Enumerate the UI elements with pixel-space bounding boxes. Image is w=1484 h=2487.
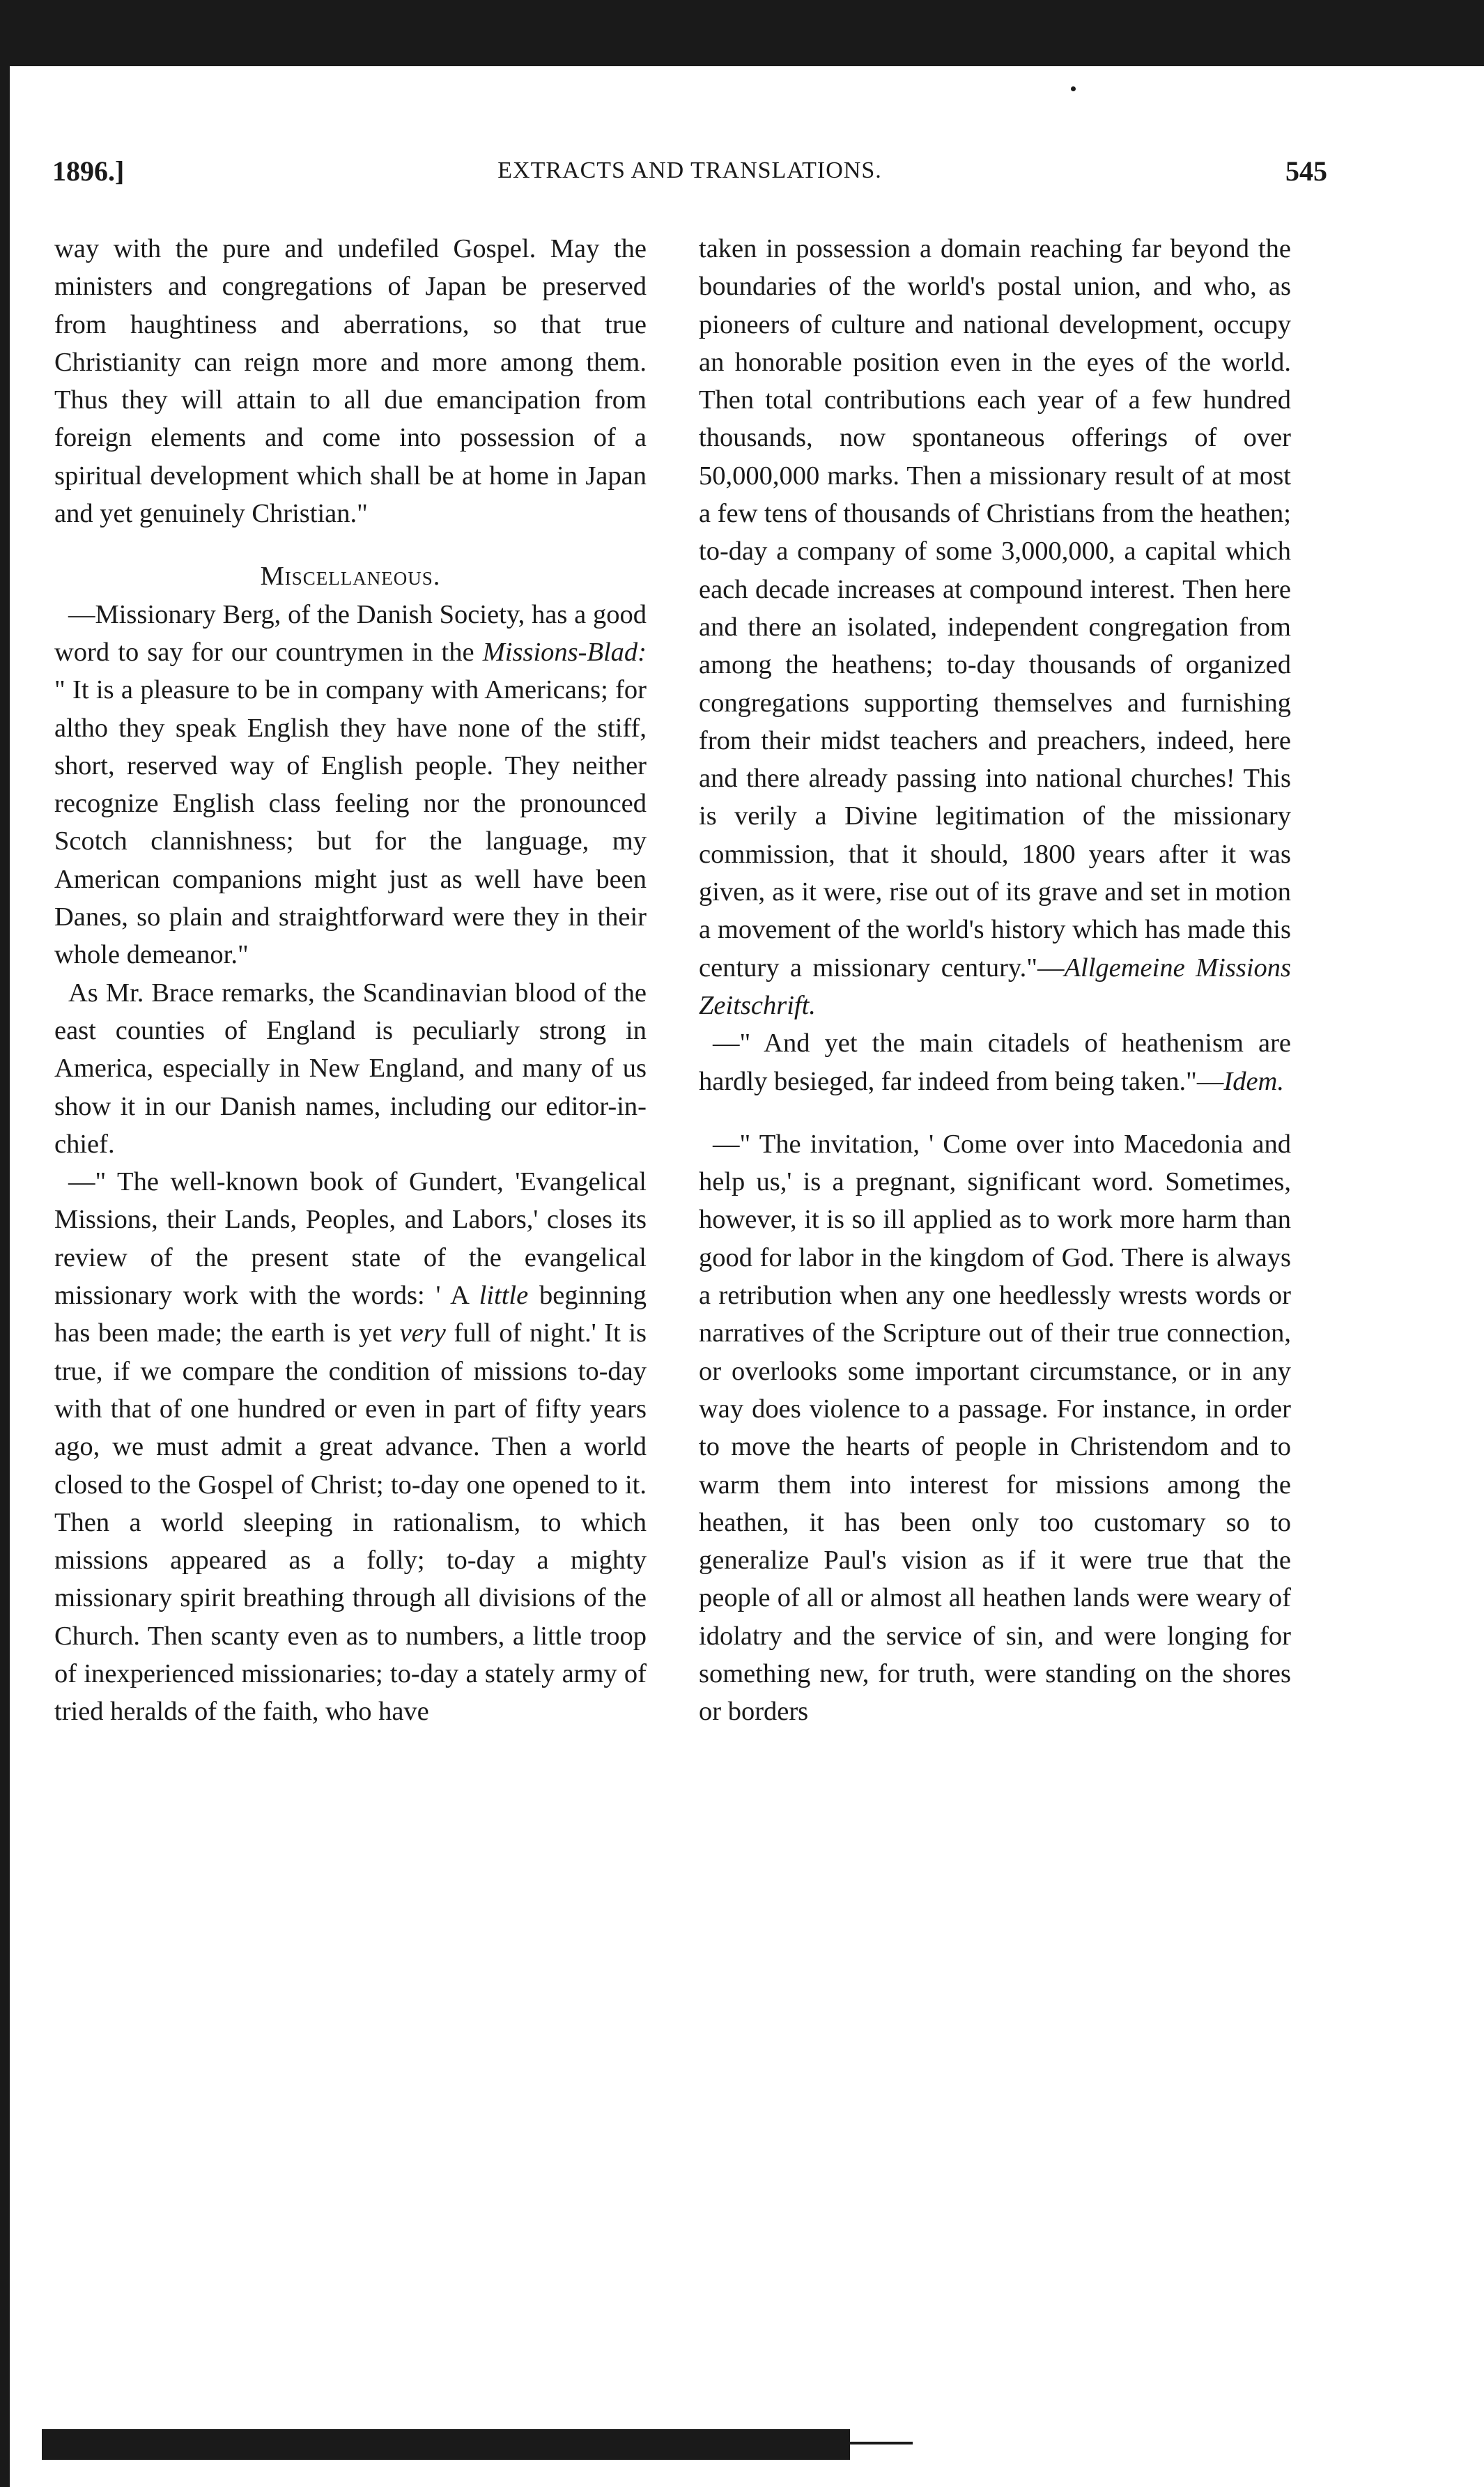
running-header bbox=[52, 155, 1327, 194]
gundert-part-a: —" The well-known book of Gundert, 'Evangelical Missions, their Lands, Peoples, and Labors,' closes its review of the present state of the evangelical missionary work with the words: ' A bbox=[54, 1167, 647, 1311]
paragraph-brace-remarks: As Mr. Brace remarks, the Scandinavian blood of the east counties of England is peculiarly strong in America, especially in New England, and many of us show it in our Danish names, including our editor-in-chief. bbox=[54, 978, 647, 1159]
continued-source: Allgemeine Missions Zeitschrift. bbox=[699, 953, 1291, 1020]
scan-speck bbox=[1071, 86, 1076, 91]
header-year: 1896.] bbox=[52, 155, 125, 187]
berg-lead: —Missionary Berg, of the Danish Society, has a good word to say for our countrymen in the bbox=[54, 599, 647, 667]
scan-bottom-bar bbox=[42, 2429, 850, 2460]
berg-quote: " It is a pleasure to be in company with Americans; for altho they speak English they have none of the stiff, short, reserved way of English people. They neither recognize English class feeling nor the pronounced Scotch clannishness; but for the language, my American companions might just as well have been Danes, so plain and straightforward were they in their whole demeanor." bbox=[54, 675, 647, 970]
paragraph-gundert-continued bbox=[699, 230, 1291, 1024]
gundert-part-b: beginning has been made; the earth is yet bbox=[54, 1281, 647, 1348]
gundert-little: little bbox=[479, 1281, 529, 1311]
citadels-source: Idem. bbox=[1223, 1066, 1284, 1096]
page-number: 545 bbox=[1285, 155, 1327, 187]
paragraph-gundert bbox=[54, 1163, 647, 1730]
continued-text: taken in possession a domain reaching far beyond the boundaries of the world's postal union, and who, as pioneers of culture and national development, occupy an honorable position even in the eyes of the world. Then total contributions each year of a few hundred thousands, now spontaneous offerings of over 50,000,000 marks. Then a missionary result of at most a few tens of thousands of Christians from the heathen; to-day a company of some 3,000,000, a capital which each decade increases at compound interest. Then here and there an isolated, independent congregation from among the heathens; to-day thousands of organized congregations supporting themselves and furnishing from their midst teachers and preachers, indeed, here and there already passing into national churches! This is verily a Divine legitimation of the missionary commission, that it should, 1800 years after it was given, as it were, rise out of its grave and set in motion a movement of the world's history which has made this century a missionary century."— bbox=[699, 234, 1292, 983]
right-column bbox=[699, 230, 1291, 1731]
paragraph-citadels bbox=[699, 1024, 1291, 1100]
citadels-text: —" And yet the main citadels of heathenism are hardly besieged, far indeed from being taken."— bbox=[699, 1029, 1291, 1096]
header-title: EXTRACTS AND TRANSLATIONS. bbox=[497, 157, 882, 183]
paragraph-missionary-berg bbox=[54, 596, 647, 974]
scan-left-edge bbox=[0, 66, 10, 2487]
paragraph-macedonia: —" The invitation, ' Come over into Macedonia and help us,' is a pregnant, significant word. Sometimes, however, it is so ill applied as to work more harm than good for labor in the kingdom of God. There is always a retribution when any one heedlessly wrests words or narratives of the Scripture out of their true connection, or overlooks some important circumstance, or in any way does violence to a passage. For instance, in order to move the hearts of people in Christendom and to warm them into interest for missions among the heathen, it has been only too customary so to generalize Paul's vision as if it were true that the people of all or almost all heathen lands were weary of idolatry and the service of sin, and were longing for something new, for truth, were standing on the shores or borders bbox=[699, 1129, 1291, 1727]
section-heading-miscellaneous: Miscellaneous. bbox=[260, 562, 441, 592]
berg-source: Missions-Blad: bbox=[482, 637, 647, 667]
gundert-very: very bbox=[399, 1318, 446, 1348]
gundert-part-c: full of night.' It is true, if we compare the condition of missions to-day with that of one hundred or even in part of fifty years ago, we must admit a great advance. Then a world closed to the Gospel of Christ; to-day one opened to it. Then a world sleeping in rationalism, to which missions appeared as a folly; to-day a mighty missionary spirit breathing through all divisions of the Church. Then scanty even as to numbers, a little troop of inexperienced missionaries; to-day a stately army of tried heralds of the faith, who have bbox=[54, 1318, 647, 1727]
scan-top-border bbox=[0, 0, 1484, 66]
scan-bottom-dash bbox=[850, 2442, 913, 2444]
left-column bbox=[54, 230, 647, 1731]
paragraph-japan-closing: way with the pure and undefiled Gospel. May the ministers and congregations of Japan be preserved from haughtiness and aberrations, so that true Christianity can reign more and more among them. Thus they will attain to all due emancipation from foreign elements and come into possession of a spiritual development which shall be at home in Japan and yet genuinely Christian." bbox=[54, 234, 647, 529]
